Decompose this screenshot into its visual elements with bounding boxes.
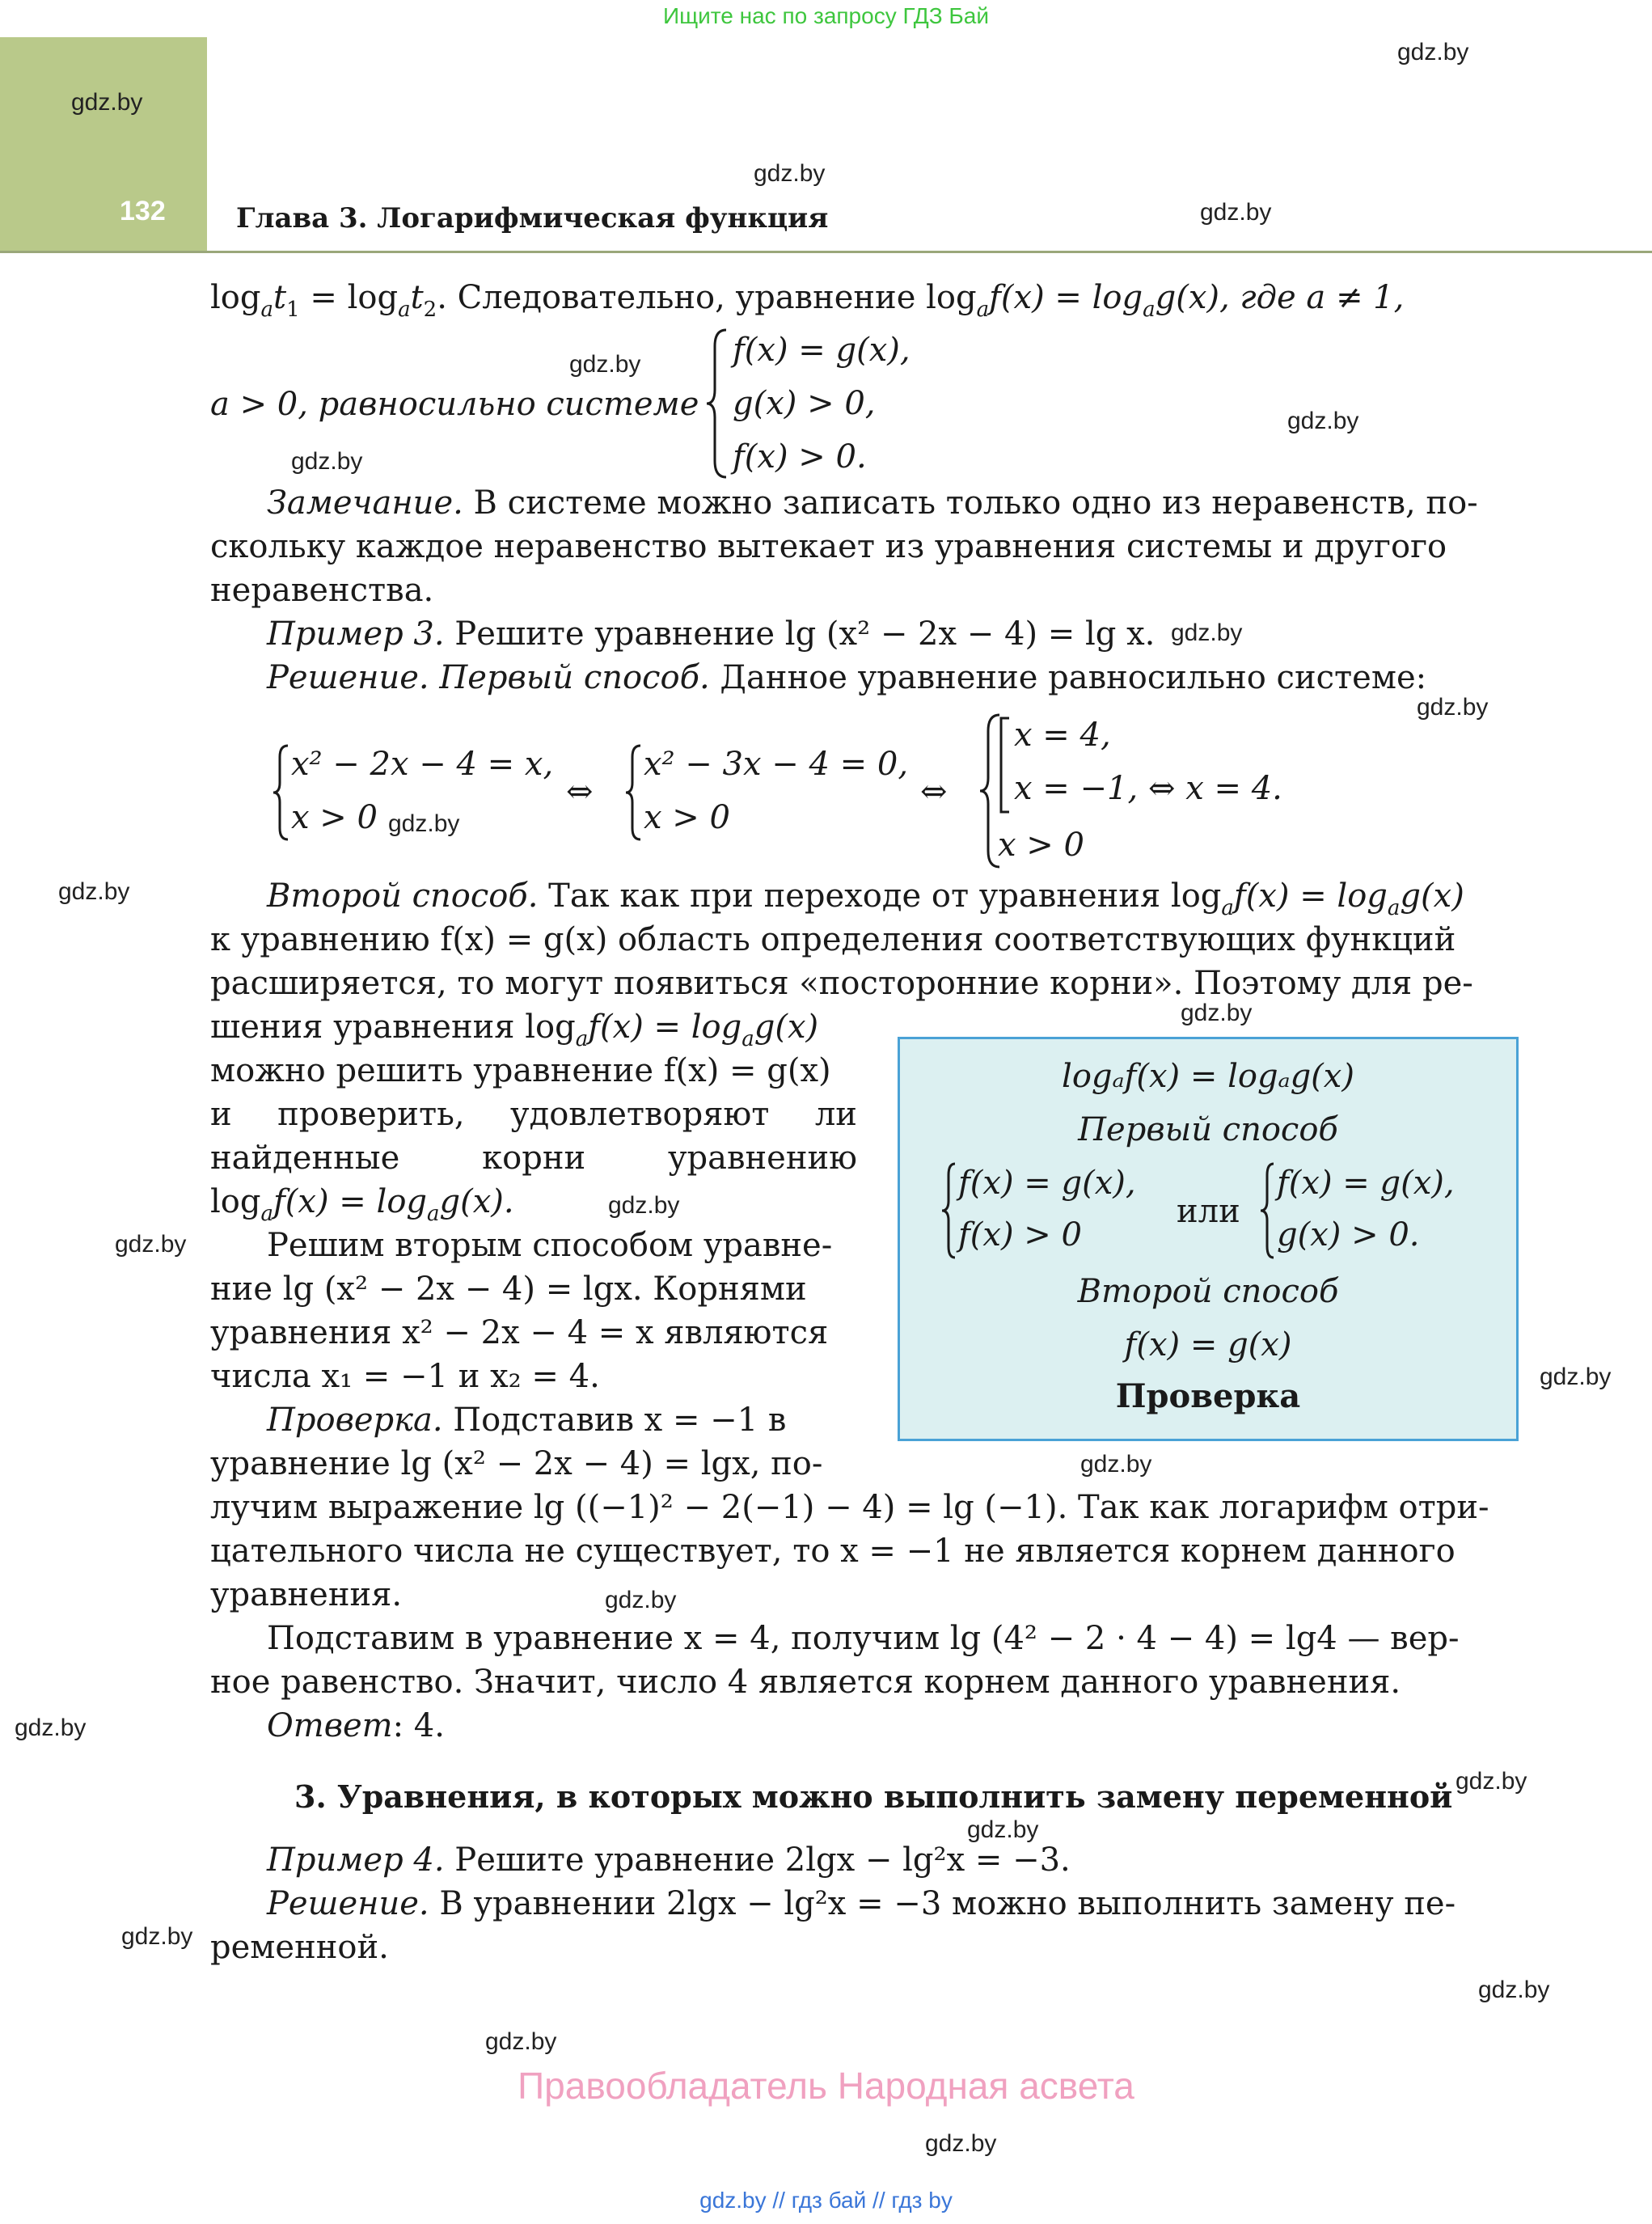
watermark: gdz.by [1171,619,1243,646]
text-line: $\log_af(x) = \log_ag(x)$. [210,1183,514,1226]
brace-icon [272,742,291,843]
brace-icon [940,1161,958,1261]
watermark: gdz.by [754,160,826,187]
example-line: Пример 3. Решите уравнение lg (x² − 2x − 4) = lg x. [267,615,1156,653]
system-line: x > 0 [998,827,1084,864]
system-line: f(x) = g(x), [733,332,911,369]
section-title: 3. Уравнения, в которых можно выполнить замену переменной [294,1778,1453,1815]
watermark: gdz.by [388,810,460,837]
watermark: gdz.by [1181,1000,1253,1026]
text-line: числа x₁ = −1 и x₂ = 4. [210,1358,600,1395]
box-or: или [1177,1193,1240,1230]
top-note: Ищите нас по запросу ГДЗ Бай [662,3,990,28]
system-line: x = −1, [1014,770,1139,807]
solution-line: Решение. В уравнении 2lgx − lg²x = −3 можно выполнить замену пе- [267,1885,1456,1922]
page-number: 132 [120,196,166,226]
system-line: f(x) = g(x), [1277,1165,1455,1202]
system-line: x = 4, [1014,717,1111,754]
text-line: уравнения x² − 2x − 4 = x являются [210,1314,829,1351]
watermark: gdz.by [925,2130,997,2157]
watermark: gdz.by [121,1923,193,1950]
system-line: g(x) > 0, [733,385,876,422]
watermark: gdz.by [1417,694,1489,721]
system-line: f(x) = g(x), [958,1165,1136,1202]
text-line: уравнение lg (x² − 2x − 4) = lgx, по- [210,1445,823,1482]
watermark: gdz.by [1287,408,1359,434]
watermark: gdz.by [58,878,130,905]
text-line: можно решить уравнение f(x) = g(x) [210,1052,831,1089]
text-line: уравнения. [210,1576,403,1613]
system-line: f(x) > 0 [958,1216,1082,1254]
watermark: gdz.by [569,351,641,378]
solution-line: ременной. [210,1929,389,1966]
header-rule [0,251,1652,253]
system-line: x² − 2x − 4 = x, [291,746,554,783]
box-first-method: Первый способ [1078,1111,1338,1148]
copyright-notice: Правообладатель Народная асвета [518,2065,1134,2107]
text-line: Подставим в уравнение x = 4, получим lg (4² − 2 · 4 − 4) = lg4 — вер- [267,1620,1460,1657]
watermark: gdz.by [1397,39,1469,66]
watermark: gdz.by [485,2028,557,2055]
text-line: шения уравнения $\log_af(x) = \log_ag(x)$ [210,1008,819,1051]
remark-line: скольку каждое неравенство вытекает из уравнения системы и другого [210,528,1447,565]
system-line: x² − 3x − 4 = 0, [644,746,909,783]
remark-line: неравенства. [210,572,434,609]
text-line: ние lg (x² − 2x − 4) = lgx. Корнями [210,1271,807,1308]
watermark: gdz.by [1456,1768,1527,1795]
brace-icon [1259,1161,1277,1261]
watermark: gdz.by [605,1587,677,1613]
box-second-method: Второй способ [1077,1273,1339,1310]
watermark: gdz.by [967,1816,1039,1843]
watermark: gdz.by [1540,1364,1612,1390]
method-summary-box [898,1037,1519,1441]
text-line: расширяется, то могут появиться «посторонние корни». Поэтому для ре- [210,965,1473,1002]
text-line: найденные корни уравнению [210,1139,857,1177]
text-line: a > 0, равносильно системе [210,386,699,423]
text-line: к уравнению f(x) = g(x) область определения соответствующих функций [210,921,1456,958]
example-line: Пример 4. Решите уравнение 2lgx − lg²x = −3. [267,1841,1071,1879]
watermark: gdz.by [1478,1977,1550,2003]
text-line: $\log_at_1 = \log_at_2$. Следовательно, уравнение $\log_af(x) = \log_ag(x)$, где a ≠ 1, [210,279,1405,322]
text-line: ное равенство. Значит, число 4 является корнем данного уравнения. [210,1664,1401,1701]
solution-line: Решение. Первый способ. Данное уравнение равносильно системе: [267,659,1427,696]
text-line: Решим вторым способом уравне- [267,1227,833,1264]
watermark: gdz.by [291,448,363,475]
system-line: x > 0 [644,799,730,836]
brace-icon [624,742,644,843]
iff-symbol: ⇔ [920,773,948,810]
text-line: лучим выражение lg ((−1)² − 2(−1) − 4) = lg (−1). Так как логарифм отри- [210,1489,1489,1526]
system-result: ⇔ x = 4. [1148,770,1282,807]
watermark: gdz.by [15,1715,87,1741]
chapter-title: Глава 3. Логарифмическая функция [236,202,829,235]
remark-line: Замечание. В системе можно записать только одно из неравенств, по- [267,484,1478,522]
watermark: gdz.by [1080,1451,1152,1478]
watermark: gdz.by [71,89,143,116]
box-check: Проверка [1115,1377,1301,1415]
text-line: цательного числа не существует, то x = −1 не является корнем данного [210,1533,1456,1570]
text-line: Второй способ. Так как при переходе от уравнения $\log_af(x) = \log_ag(x)$ [267,877,1464,920]
watermark: gdz.by [115,1231,187,1258]
system-line: g(x) > 0. [1277,1216,1420,1254]
brace-icon [705,327,729,480]
answer-line: Ответ: 4. [267,1707,445,1744]
watermark: gdz.by [608,1192,680,1219]
text-line: Проверка. Подставив x = −1 в [267,1402,787,1439]
iff-symbol: ⇔ [566,773,594,810]
box-title: logₐf(x) = logₐg(x) [1062,1058,1354,1095]
bracket-icon [998,715,1011,815]
system-line: f(x) > 0. [733,438,867,476]
system-line: x > 0 [291,799,378,836]
header-color-block [0,37,207,251]
watermark: gdz.by [1200,199,1272,226]
text-line: и проверить, удовлетворяют ли [210,1096,857,1133]
footer-links[interactable]: gdz.by // гдз бай // гдз by [699,2188,953,2213]
box-equation: f(x) = g(x) [1124,1326,1292,1364]
